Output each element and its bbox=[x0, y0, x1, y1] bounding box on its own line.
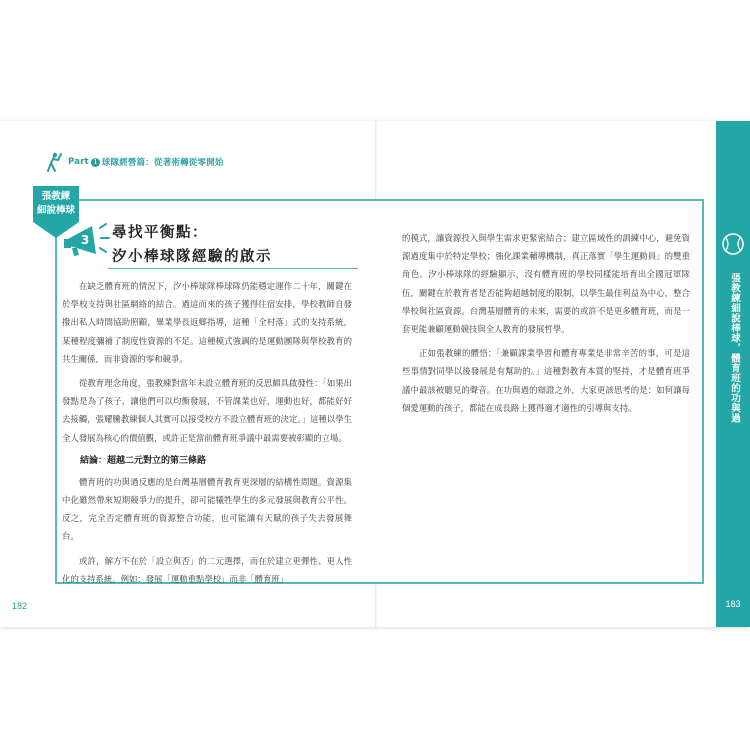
tab-line-1: 張教練 bbox=[41, 191, 71, 202]
section-title-line-2: 汐小棒球隊經驗的啟示 bbox=[112, 248, 272, 265]
tab-line-2: 細說棒球 bbox=[36, 205, 75, 216]
subheading: 結論：超越二元對立的第三條路 bbox=[80, 455, 207, 466]
right-thumb-tab bbox=[716, 121, 750, 627]
paragraph: 從教育理念角度，張教練對當年未設立體育班的反思頗具啟發性：「如果出發點是為了孩子，讓他們可以均衡發展，不管課業也好，運動也好，都能好好去接觸，張耀騰教練個人其實可以接受校方不設立體育班的決定。」這種以學生全人發展為核心的價值觀，或許正是當前體育班爭議中最需要被彰顯的立場。 bbox=[62, 378, 352, 443]
part-number: 1 bbox=[91, 158, 100, 167]
right-column bbox=[402, 229, 690, 423]
part-label: Part bbox=[68, 157, 89, 167]
paragraph: 體育班的功與過反應的是台灣基層體育教育更深層的結構性問題。資源集中化雖然帶來短期競爭力的提升，卻可能犧牲學生的多元發展與教育公平性。反之，完全否定體育班的資源整合功能，也可能讓有天賦的孩子失去發展舞台。 bbox=[62, 476, 352, 542]
left-column bbox=[62, 277, 352, 594]
section-title-line-1: 尋找平衡點： bbox=[112, 224, 208, 241]
paragraph: 正如張教練的體悟：「兼顧課業學習和體育專業是非常辛苦的事，可是這些事情對同學以後發展是有幫助的。」這種對教育本質的堅持，才是體育班爭議中最該被聽見的聲音。在功與過的辯證之外，大家更該思考的是：如何讓每個愛運動的孩子，都能在成長路上獲得適才適性的引導與支持。 bbox=[402, 348, 690, 413]
baseball-glove-icon bbox=[720, 231, 746, 257]
vertical-chapter-text: 張教練細說棒球，體育班的功與過 bbox=[729, 273, 740, 423]
section-number: 3 bbox=[81, 233, 90, 247]
page-number-right: 183 bbox=[725, 599, 741, 609]
megaphone-icon bbox=[62, 218, 112, 258]
title-underline bbox=[108, 268, 358, 269]
baseball-player-icon bbox=[44, 152, 62, 172]
page-number-left: 182 bbox=[12, 601, 28, 611]
paragraph: 的模式，讓資源投入與學生需求更緊密結合；建立區域性的訓練中心，避免資源過度集中於特定學校；強化課業輔導機制，真正落實「學生運動員」的雙重角色。汐小棒球隊的經驗顯示，沒有體育班的學校同樣能培育出全國冠軍隊伍，關鍵在於教育者是否能夠超越制度的限制，以學生最佳利益為中心，整合學校與社區資源。台灣基層體育的未來，需要的或許不是更多體育班，而是一套更能兼顧運動競技與全人教育的發展哲學。 bbox=[402, 233, 690, 335]
paragraph: 在缺乏體育班的情況下，汐小棒球隊棒球隊仍能穩定運作二十年，關鍵在於學校支持與社區網絡的結合。過這而來的孩子獲得往宿安排，學校教師自發撥出私人時間協助照顧，畢業學長返鄉指導，這種「全村落」式的支持系統，某種程度彌補了制度性資源的不足。這種模式強調的是運動團隊與學校教育的共生關係，而非資源的零和競爭。 bbox=[62, 281, 352, 364]
running-header bbox=[44, 152, 224, 172]
paragraph: 或許，解方不在於「設立與否」的二元選擇，而在於建立更彈性、更人性化的支持系統。例如：發展「運動重點學校」而非「體育班」 bbox=[62, 555, 352, 584]
chapter-title: 球隊經營篇：從著術轉從零開始 bbox=[101, 158, 224, 168]
section-title bbox=[112, 221, 272, 269]
